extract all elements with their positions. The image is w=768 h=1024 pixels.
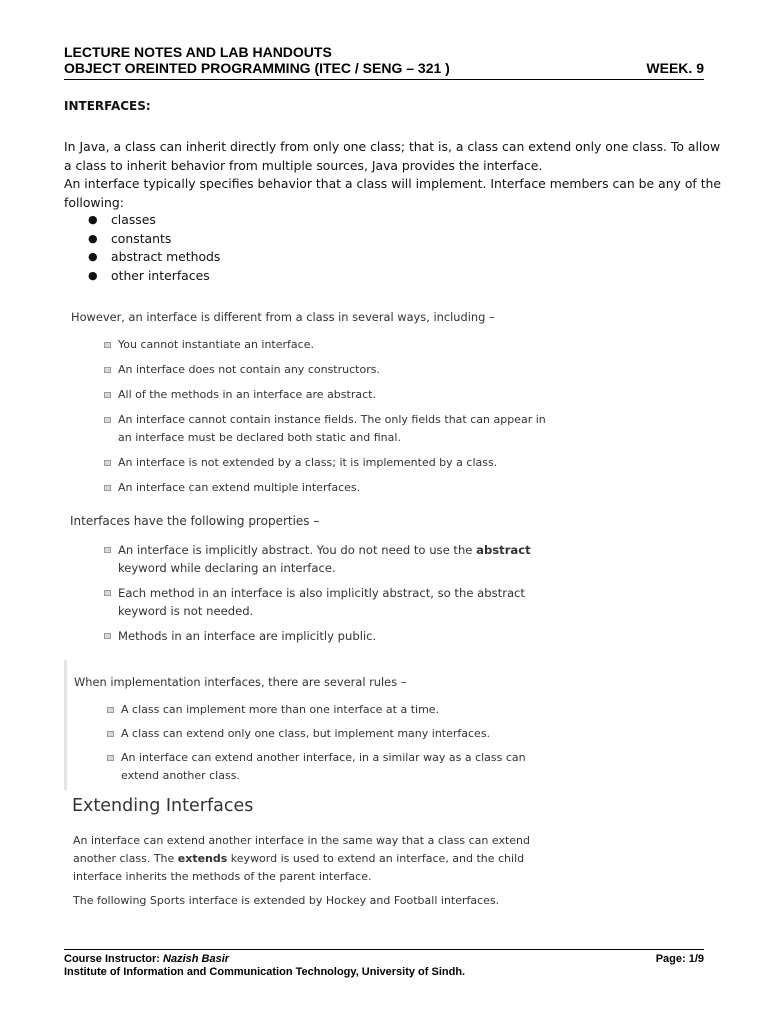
properties-list	[104, 541, 574, 645]
quote-bar	[64, 660, 67, 790]
list-item: An interface can extend multiple interfaces.	[104, 479, 564, 497]
extending-paragraph: An interface can extend another interface in the same way that a class can extend another class. The extends keyword is used to extend an interface, and the child interface inherits the methods of the parent interface.	[73, 834, 531, 883]
list-item: ● other interfaces	[88, 267, 220, 286]
square-bullet-icon	[104, 392, 111, 398]
header-week: WEEK. 9	[646, 60, 704, 76]
header-divider	[64, 79, 704, 80]
extending-paragraph-2: The following Sports interface is extended by Hockey and Football interfaces.	[73, 894, 500, 907]
square-bullet-icon	[104, 342, 111, 348]
square-bullet-icon	[104, 367, 111, 373]
bullet-icon: ●	[88, 250, 98, 263]
header-title-line2: OBJECT OREINTED PROGRAMMING (ITEC / SENG – 321 )	[64, 60, 450, 76]
differences-lead: However, an interface is different from a class in several ways, including –	[71, 310, 495, 324]
list-item: An interface does not contain any constructors.	[104, 361, 564, 379]
intro-paragraph-1: In Java, a class can inherit directly from only one class; that is, a class can extend only one class. To allow a class to inherit behavior from multiple sources, Java provides the interface.	[64, 139, 721, 173]
list-item: An interface cannot contain instance fields. The only fields that can appear in an interface must be declared both static and final.	[104, 411, 550, 447]
footer-institute: Institute of Information and Communication Technology, University of Sindh.	[64, 966, 466, 978]
list-item: An interface is implicitly abstract. You do not need to use the abstract keyword while declaring an interface.	[104, 541, 574, 577]
interface-members-list	[88, 211, 220, 285]
square-bullet-icon	[107, 755, 114, 761]
list-item: ● classes	[88, 211, 220, 230]
square-bullet-icon	[104, 417, 111, 423]
list-item: ● abstract methods	[88, 248, 220, 267]
square-bullet-icon	[104, 460, 111, 466]
list-item: An interface can extend another interface, in a similar way as a class can extend another class.	[107, 749, 557, 785]
intro-paragraph-2: An interface typically specifies behavior that a class will implement. Interface members can be any of the following:	[64, 176, 722, 210]
square-bullet-icon	[107, 731, 114, 737]
list-item: Each method in an interface is also implicitly abstract, so the abstract keyword is not needed.	[104, 584, 574, 620]
square-bullet-icon	[104, 485, 111, 491]
properties-lead: Interfaces have the following properties –	[70, 514, 320, 528]
bullet-icon: ●	[88, 231, 98, 245]
square-bullet-icon	[104, 547, 111, 553]
square-bullet-icon	[104, 633, 111, 639]
rules-list	[107, 701, 557, 785]
header-title-line1: LECTURE NOTES AND LAB HANDOUTS	[64, 44, 332, 60]
section-heading-interfaces: INTERFACES:	[64, 99, 151, 113]
differences-list	[104, 336, 564, 497]
footer-instructor: Course Instructor: Nazish Basir	[64, 953, 230, 965]
list-item: An interface is not extended by a class; it is implemented by a class.	[104, 454, 564, 472]
footer-divider	[64, 949, 704, 950]
footer-page-number: Page: 1/9	[655, 953, 704, 965]
bullet-icon: ●	[88, 213, 98, 226]
square-bullet-icon	[104, 590, 111, 596]
list-item: You cannot instantiate an interface.	[104, 336, 564, 354]
list-item: A class can extend only one class, but implement many interfaces.	[107, 725, 557, 743]
list-item: A class can implement more than one interface at a time.	[107, 701, 557, 719]
extending-interfaces-heading: Extending Interfaces	[72, 796, 254, 816]
square-bullet-icon	[107, 707, 114, 713]
list-item: Methods in an interface are implicitly public.	[104, 627, 574, 645]
rules-lead: When implementation interfaces, there are several rules –	[74, 675, 407, 689]
bullet-icon: ●	[88, 268, 98, 282]
list-item: ● constants	[88, 230, 220, 249]
list-item: All of the methods in an interface are abstract.	[104, 386, 564, 404]
